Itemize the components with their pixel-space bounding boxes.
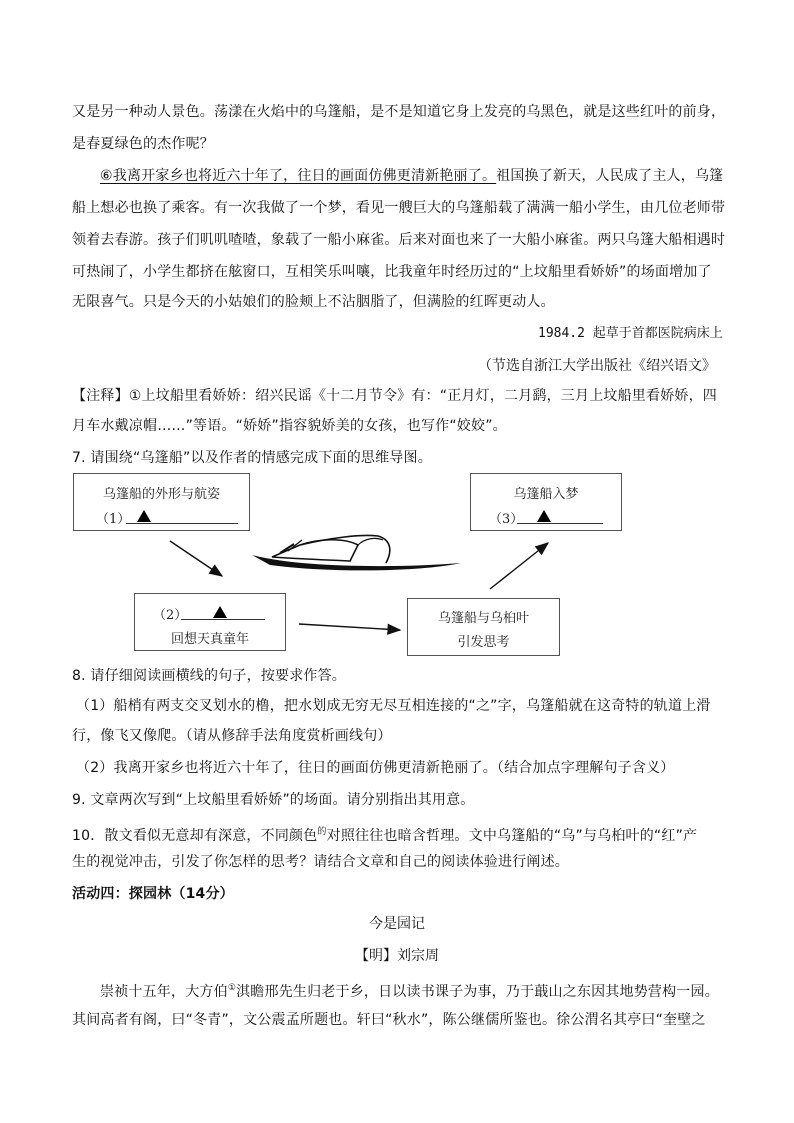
essay-title: 今是园记 — [369, 916, 425, 932]
essay-line: 其间高者有阁，曰“冬青”，文公震孟所题也。轩曰“秋水”，陈公继儒所鉴也。徐公渭名其亭曰“奎壁之 — [72, 1012, 706, 1028]
question-7: 7. 请围绕“乌篷船”以及作者的情感完成下面的思维导图。 — [72, 450, 432, 466]
blank-number: （2） — [153, 608, 188, 623]
essay-author: 【明】刘宗周 — [355, 948, 439, 964]
question-9: 9. 文章两次写到“上坟船里看娇娇”的场面。请分别指出其用意。 — [72, 792, 475, 808]
underlined-sentence: ⑥我离开家乡也将近六十年了，往日的画面仿佛更清新艳丽了。 — [100, 168, 497, 184]
box-title: 乌篷船与乌桕叶 — [437, 611, 529, 626]
text-line: 又是另一种动人景色。荡漾在火焰中的乌篷船，是不是知道它身上发亮的乌黑色，就是这些红叶的前身， — [72, 104, 726, 120]
text-line: 是春夏绿色的杰作呢？ — [72, 136, 214, 152]
question-10 — [72, 822, 697, 846]
superscript: 的 — [317, 827, 327, 837]
arrow — [490, 543, 548, 589]
question-10: 生的视觉冲击，引发了你怎样的思考？请结合文章和自己的阅读体验进行阐述。 — [72, 854, 569, 870]
box-title: 回想天真童年 — [170, 632, 249, 647]
question-8: 8. 请仔细阅读画横线的句子，按要求作答。 — [72, 668, 347, 684]
text-line: 领着去春游。孩子们叽叽喳喳，象载了一船小麻雀。后来对面也来了一大船小麻雀。两只乌篷大船相遇时 — [72, 232, 726, 248]
box-title: 引发思考 — [457, 635, 510, 650]
box-title: 乌篷船入梦 — [513, 487, 579, 502]
text-line: 可热闹了，小学生都挤在舷窗口，互相笑乐叫嚷，比我童年时经历过的“上坟船里看娇娇”的场面增加了 — [72, 264, 712, 280]
question-8-1: 行，像飞又像爬。（请从修辞手法角度赏析画线句） — [72, 728, 392, 744]
box-title: 乌篷船的外形与航姿 — [102, 487, 220, 502]
note-line: 月车水戴凉帽……”等语。“娇娇”指容貌娇美的女孩，也写作“姣姣”。 — [72, 418, 507, 434]
text-span: 崇祯十五年，大方伯 — [100, 984, 228, 1000]
source-line: （节选自浙江大学出版社《绍兴语文》 — [478, 358, 716, 374]
blank-number: （1） — [96, 512, 131, 527]
text-line: 无限喜气。只是今天的小姑娘们的脸颊上不沾胭脂了，但满脸的红晖更动人。 — [72, 294, 555, 310]
text-span: 对照往往也暗含哲理。文中乌篷船的“乌”与乌桕叶的“红”产 — [326, 828, 698, 844]
text-span: 淇瞻邢先生归老于乡，日以读书课子为事，乃于蕺山之东因其地势营构一园。 — [236, 984, 719, 1000]
arrow — [170, 541, 222, 576]
text-span: 10．散文看似无意却有深意，不同颜色 — [72, 828, 318, 844]
activity-heading: 活动四：探园林（14分） — [72, 886, 234, 902]
note-line: 【注释】①上坟船里看娇娇：绍兴民谣《十二月节令》有：“正月灯，二月鹞，三月上坟船里看娇娇，四 — [72, 388, 718, 404]
boat-icon — [252, 535, 461, 570]
essay-line — [100, 978, 719, 1002]
date-line: 1984.2 起草于首都医院病床上 — [538, 326, 723, 341]
superscript: ① — [227, 983, 237, 993]
question-8-2: （2）我离开家乡也将近六十年了，往日的画面仿佛更清新艳丽了。（结合加点字理解句子含义） — [76, 760, 675, 776]
text-line: 船上想必也换了乘客。有一次我做了一个梦，看见一艘巨大的乌篷船载了满满一船小学生，由几位老师带 — [72, 200, 726, 216]
blank-number: （3） — [489, 512, 524, 527]
arrow — [299, 624, 400, 630]
question-8-1: （1）船梢有两支交叉划水的橹，把水划成无穷无尽互相连接的“之”字，乌篷船就在这奇特的轨道上滑 — [76, 698, 711, 714]
text-span: 祖国换了新天，人民成了主人，乌篷 — [496, 168, 724, 184]
